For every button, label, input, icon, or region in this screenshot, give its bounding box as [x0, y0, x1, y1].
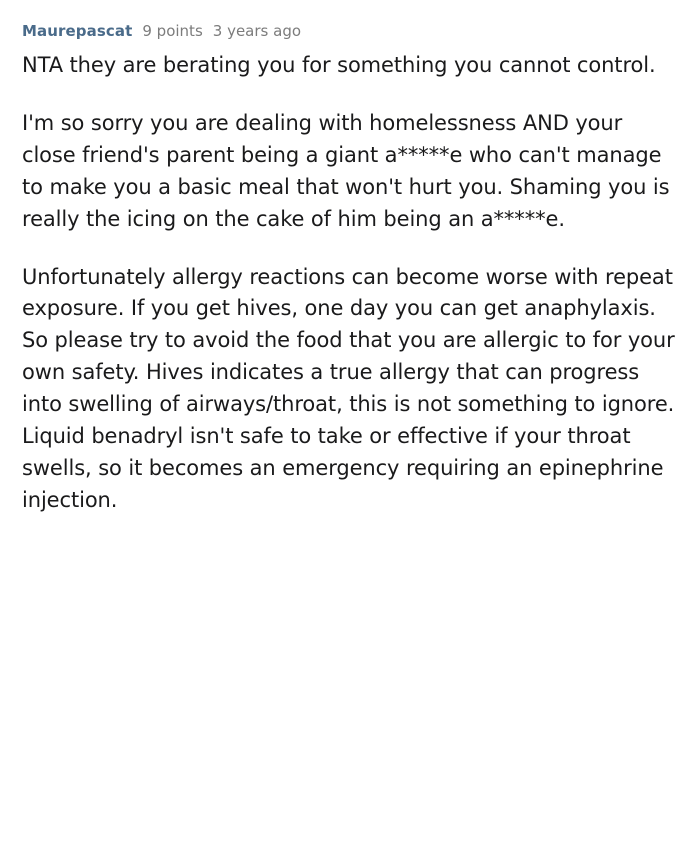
comment-author[interactable]: Maurepascat: [22, 22, 133, 40]
comment-paragraph: Unfortunately allergy reactions can become worse with repeat exposure. If you get hives, one day you can get anaphylaxis. So please try to avoid the food that you are allergic to for your own safety. Hives indicates a true allergy that can progress into swelling of airways/throat, this is not something to ignore. Liquid benadryl isn't safe to take or effective if your throat swells, so it becomes an emergency requiring an epinephrine injection.: [22, 264, 675, 512]
comment-timestamp: 3 years ago: [212, 22, 302, 40]
comment-points: 9 points: [142, 22, 203, 40]
comment-body: [22, 50, 678, 517]
comment-header: [22, 22, 678, 40]
comment-paragraph: NTA they are berating you for something you cannot control.: [22, 53, 656, 77]
comment-paragraph: I'm so sorry you are dealing with homelessness AND your close friend's parent being a giant a*****e who can't manage to make you a basic meal that won't hurt you. Shaming you is really the icing on the cake of him being an a*****e.: [22, 110, 670, 231]
